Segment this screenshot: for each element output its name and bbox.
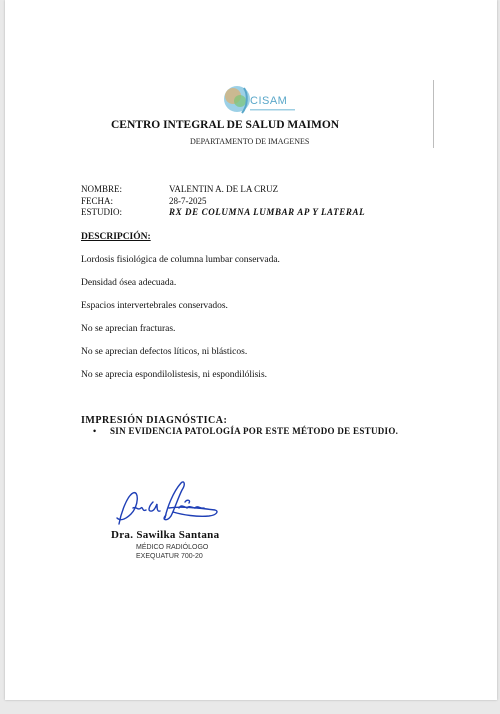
impression-heading: IMPRESIÓN DIAGNÓSTICA: xyxy=(81,415,228,426)
description-heading: DESCRIPCIÓN: xyxy=(81,232,151,242)
doctor-license: EXEQUATUR 700-20 xyxy=(136,553,203,560)
header-title: CENTRO INTEGRAL DE SALUD MAIMON xyxy=(111,119,340,131)
patient-study-value: RX DE COLUMNA LUMBAR AP Y LATERAL xyxy=(169,207,366,217)
patient-name-label: NOMBRE: xyxy=(81,184,123,194)
patient-date-value: 28-7-2025 xyxy=(169,196,207,206)
description-line: No se aprecian fracturas. xyxy=(81,324,176,334)
description-line: Densidad ósea adecuada. xyxy=(81,278,177,288)
margin-divider xyxy=(433,80,434,148)
document-page xyxy=(5,0,497,700)
handwritten-signature xyxy=(109,478,225,530)
bullet-icon: • xyxy=(93,426,97,436)
description-line: No se aprecia espondilolistesis, ni espondilólisis. xyxy=(81,370,268,380)
description-line: Espacios intervertebrales conservados. xyxy=(81,301,228,311)
patient-name-value: VALENTIN A. DE LA CRUZ xyxy=(169,184,279,194)
doctor-role: MÉDICO RADIÓLOGO xyxy=(136,544,209,551)
patient-date-label: FECHA: xyxy=(81,196,114,206)
doctor-name: Dra. Sawilka Santana xyxy=(111,529,220,541)
description-line: Lordosis fisiológica de columna lumbar conservada. xyxy=(81,255,280,265)
description-line: No se aprecian defectos líticos, ni blásticos. xyxy=(81,347,248,357)
impression-item-text: SIN EVIDENCIA PATOLOGÍA POR ESTE MÉTODO DE ESTUDIO. xyxy=(110,426,399,436)
logo-text: CISAM xyxy=(250,95,288,107)
patient-study-label: ESTUDIO: xyxy=(81,207,122,217)
header-subtitle: DEPARTAMENTO DE IMAGENES xyxy=(190,137,310,146)
